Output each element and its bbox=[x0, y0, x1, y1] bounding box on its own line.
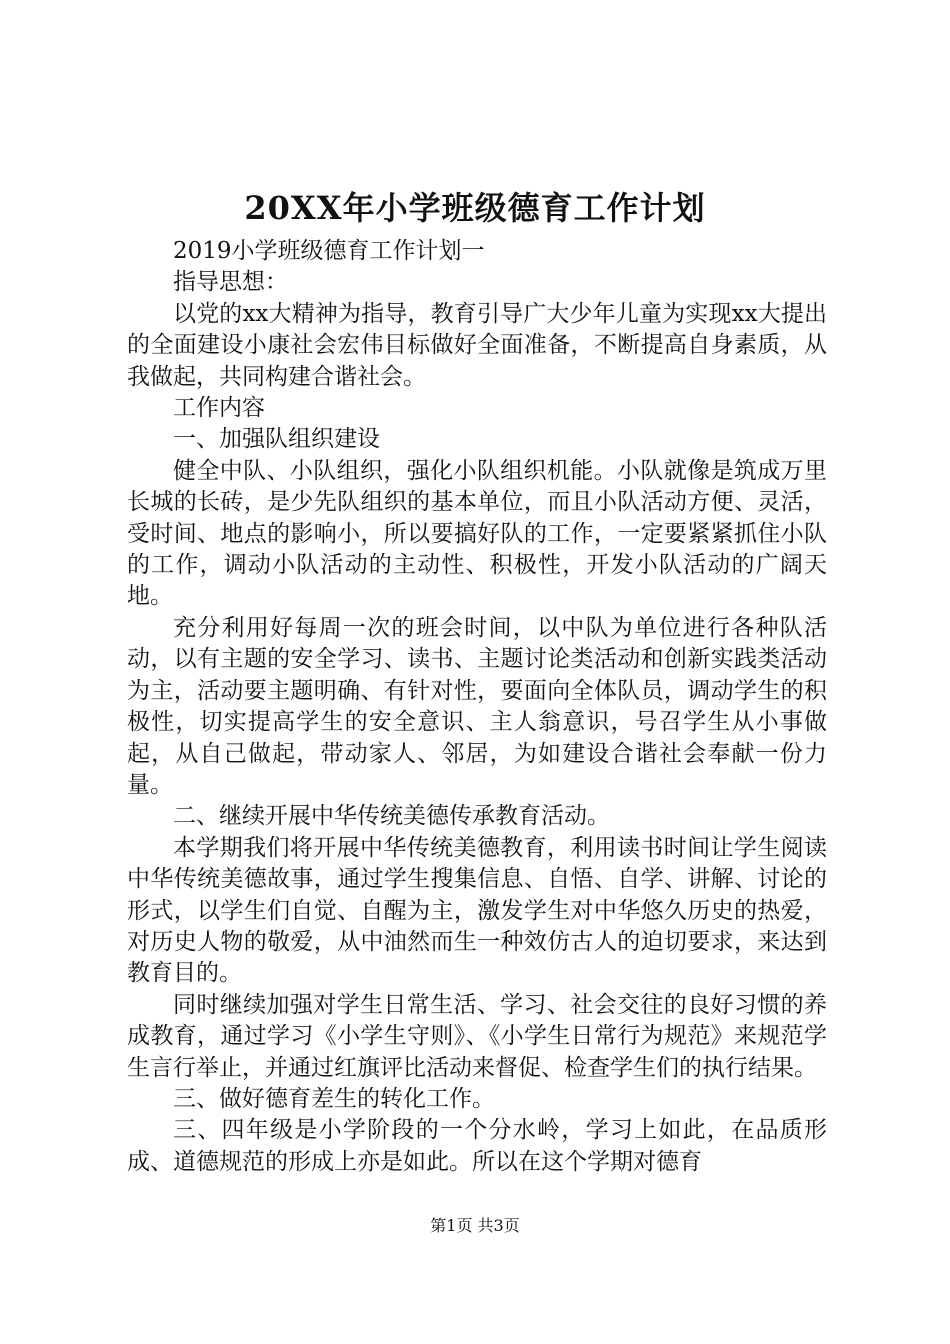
body-paragraph: 健全中队、小队组织，强化小队组织机能。小队就像是筑成万里长城的长砖，是少先队组织的基本单位，而且小队活动方便、灵活，受时间、地点的影响小，所以要搞好队的工作，一定要紧紧抓住小队的工作，调动小队活动的主动性、积极性，开发小队活动的广阔天地。 bbox=[127, 457, 827, 610]
section-heading-work-content: 工作内容 bbox=[173, 395, 265, 422]
subtitle-paragraph: 2019小学班级德育工作计划一 bbox=[173, 238, 485, 264]
section-heading-3: 三、做好德育差生的转化工作。 bbox=[173, 1085, 495, 1112]
body-paragraph: 本学期我们将开展中华传统美德教育，利用读书时间让学生阅读中华传统美德故事，通过学生搜集信息、自悟、自学、讲解、讨论的形式，以学生们自觉、自醒为主，激发学生对中华悠久历史的热爱，对历史人物的敬爱，从中油然而生一种效仿古人的迫切要求，来达到教育目的。 bbox=[127, 834, 827, 987]
body-paragraph: 充分利用好每周一次的班会时间，以中队为单位进行各种队活动，以有主题的安全学习、读书、主题讨论类活动和创新实践类活动为主，活动要主题明确、有针对性，要面向全体队员，调动学生的积极性，切实提高学生的安全意识、主人翁意识，号召学生从小事做起，从自己做起，带动家人、邻居，为如建设合谐社会奉献一份力量。 bbox=[127, 614, 827, 798]
page-footer: 第1页 共3页 bbox=[430, 1216, 520, 1235]
body-paragraph: 三、四年级是小学阶段的一个分水岭，学习上如此，在品质形成、道德规范的形成上亦是如此。所以在这个学期对德育 bbox=[127, 1117, 827, 1175]
document-body bbox=[127, 236, 827, 1178]
page-title: 20XX年小学班级德育工作计划 bbox=[244, 189, 706, 227]
section-heading-guiding-ideology: 指导思想： bbox=[173, 269, 288, 296]
section-heading-1: 一、加强队组织建设 bbox=[173, 426, 380, 453]
body-paragraph: 以党的xx大精神为指导，教育引导广大少年儿童为实现xx大提出的全面建设小康社会宏伟目标做好全面准备，不断提高自身素质，从我做起，共同构建合谐社会。 bbox=[127, 300, 827, 390]
body-paragraph: 同时继续加强对学生日常生活、学习、社会交往的良好习惯的养成教育，通过学习《小学生守则》、《小学生日常行为规范》来规范学生言行举止，并通过红旗评比活动来督促、检查学生们的执行结果。 bbox=[127, 991, 827, 1081]
section-heading-2: 二、继续开展中华传统美德传承教育活动。 bbox=[173, 803, 610, 830]
